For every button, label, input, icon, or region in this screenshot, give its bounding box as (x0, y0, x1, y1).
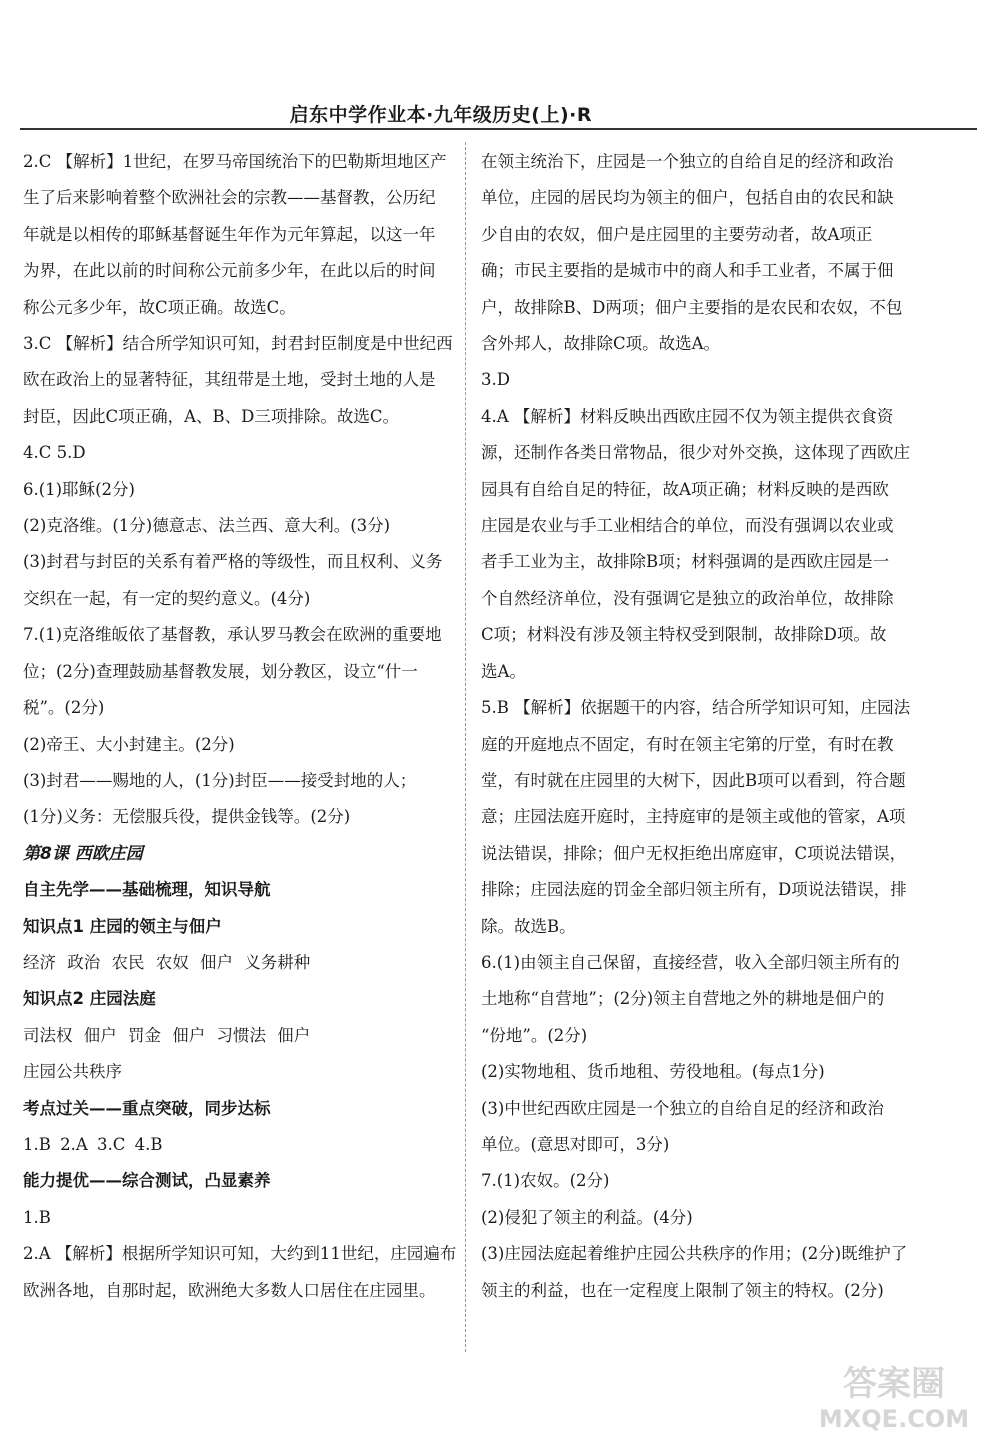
answer-line: 交织在一起，有一定的契约意义。(4分) (23, 588, 311, 608)
answer-line: 年就是以相传的耶稣基督诞生年作为元年算起，以这一年 (23, 224, 436, 244)
answer-line: 6.(1)由领主自己保留，直接经营，收入全部归领主所有的 (481, 952, 900, 972)
left-column (23, 144, 463, 1309)
answer-line: 欧洲各地，自那时起，欧洲绝大多数人口居住在庄园里。 (23, 1280, 436, 1300)
knowledge-point-title: 知识点1 庄园的领主与佃户 (23, 916, 222, 936)
answer-line: 户，故排除B、D两项；佃户主要指的是农民和农奴，不包 (481, 297, 903, 317)
answer-line: (2)帝王、大小封建主。(2分) (23, 734, 235, 754)
answer-line: 生了后来影响着整个欧洲社会的宗教——基督教，公历纪 (23, 188, 436, 208)
answer-4 (481, 399, 919, 690)
answer-line: 园具有自给自足的特征，故A项正确；材料反映的是西欧 (481, 479, 889, 499)
answer-line: (1分)义务：无偿服兵役，提供金钱等。(2分) (23, 807, 351, 827)
answer-line: 庭的开庭地点不固定，有时在领主宅第的厅堂，有时在教 (481, 734, 894, 754)
answer-line: 6.(1)耶稣(2分) (23, 479, 135, 499)
answer-line: 4.A 【解析】材料反映出西欧庄园不仅为领主提供衣食资 (481, 406, 894, 426)
knowledge-point-terms: 经济 政治 农民 农奴 佃户 义务耕种 (23, 952, 311, 972)
answer-line: 单位。(意思对即可，3分) (481, 1134, 670, 1154)
answer-line: 除。故选B。 (481, 916, 576, 936)
answer-line: (3)封君——赐地的人，(1分)封臣——接受封地的人； (23, 770, 417, 790)
answer-line: (2)实物地租、货币地租、劳役地租。(每点1分) (481, 1062, 825, 1082)
answer-line: 称公元多少年，故C项正确。故选C。 (23, 297, 296, 317)
answer-line: (3)封君与封臣的关系有着严格的等级性，而且权利、义务 (23, 552, 443, 572)
knowledge-point-terms: 司法权 佃户 罚金 佃户 习惯法 佃户 (23, 1025, 311, 1045)
knowledge-point-title: 知识点2 庄园法庭 (23, 989, 156, 1009)
answer-line: 2.C 【解析】1世纪，在罗马帝国统治下的巴勒斯坦地区产 (23, 152, 447, 171)
answer-line: 税”。(2分) (23, 698, 105, 718)
answer-7 (23, 617, 463, 835)
answer-2-continued (481, 144, 919, 362)
answer-line: 含外邦人，故排除C项。故选A。 (481, 334, 721, 354)
watermark-line2: MXQE.COM (818, 1405, 970, 1433)
answer-line: 单位，庄园的居民均为领主的佃户，包括自由的农民和缺 (481, 188, 894, 208)
answer-5 (481, 690, 919, 945)
answer-line: 说法错误，排除；佃户无权拒绝出席庭审，C项说法错误， (481, 843, 907, 863)
answer-line: 源，还制作各类日常物品，很少对外交换，这体现了西欧庄 (481, 443, 910, 463)
answer-line: (3)庄园法庭起着维护庄园公共秩序的作用；(2分)既维护了 (481, 1244, 908, 1264)
answer-line: 少自由的农奴，佃户是庄园里的主要劳动者，故A项正 (481, 224, 873, 244)
answer-2-analysis (23, 1236, 463, 1309)
knowledge-point-terms: 庄园公共秩序 (23, 1062, 122, 1082)
answer-line: 在领主统治下，庄园是一个独立的自给自足的经济和政治 (481, 152, 894, 171)
lesson-title: 第8课 西欧庄园 (23, 843, 143, 864)
right-column (481, 144, 919, 1309)
answer-4-5: 4.C 5.D (23, 443, 86, 463)
answer-6 (481, 945, 919, 1163)
page-header-title: 启东中学作业本·九年级历史(上)·R (289, 104, 592, 126)
answer-3: 3.D (481, 370, 510, 390)
answer-3 (23, 326, 463, 435)
watermark-line1: 答案圈 (843, 1364, 945, 1404)
answer-line: 土地称“自营地”；(2分)领主自营地之外的耕地是佃户的 (481, 989, 885, 1009)
answer-line: 者手工业为主，故排除B项；材料强调的是西欧庄园是一 (481, 552, 890, 572)
answer-line: 意；庄园法庭开庭时，主持庭审的是领主或他的管家，A项 (481, 807, 906, 827)
answer-line: 1.B 2.A 3.C 4.B (23, 1134, 163, 1154)
answer-line: 个自然经济单位，没有强调它是独立的政治单位，故排除 (481, 588, 894, 608)
section-heading: 自主先学——基础梳理，知识导航 (23, 880, 271, 900)
answer-7 (481, 1163, 919, 1309)
answer-line: 3.C 【解析】结合所学知识可知，封君封臣制度是中世纪西 (23, 334, 453, 354)
answer-line: (3)中世纪西欧庄园是一个独立的自给自足的经济和政治 (481, 1098, 884, 1118)
answer-line: (2)克洛维。(1分)德意志、法兰西、意大利。(3分) (23, 516, 391, 536)
header-rule (20, 128, 977, 130)
answer-2 (23, 144, 463, 326)
answer-line: 7.(1)农奴。(2分) (481, 1171, 610, 1191)
section-heading: 考点过关——重点突破，同步达标 (23, 1098, 271, 1118)
answer-6 (23, 472, 463, 618)
answer-line: 5.B 【解析】依据题干的内容，结合所学知识可知，庄园法 (481, 698, 911, 718)
answer-line: 封臣，因此C项正确，A、B、D三项排除。故选C。 (23, 406, 400, 426)
answer-line: “份地”。(2分) (481, 1025, 588, 1045)
watermark-logo (810, 1355, 978, 1433)
answer-line: 排除；庄园法庭的罚金全部归领主所有，D项说法错误，排 (481, 880, 907, 900)
answer-line: 位；(2分)查理鼓励基督教发展，划分教区，设立“什一 (23, 661, 418, 681)
answer-line: 欧在政治上的显著特征，其纽带是土地，受封土地的人是 (23, 370, 436, 390)
answer-line: 选A。 (481, 661, 526, 681)
answer-line: 领主的利益，也在一定程度上限制了领主的特权。(2分) (481, 1280, 884, 1300)
answer-line: 庄园是农业与手工业相结合的单位，而没有强调以农业或 (481, 516, 894, 536)
answer-line: (2)侵犯了领主的利益。(4分) (481, 1207, 693, 1227)
column-divider (465, 142, 466, 1352)
section-heading: 能力提优——综合测试，凸显素养 (23, 1171, 271, 1191)
answer-line: 7.(1)克洛维皈依了基督教，承认罗马教会在欧洲的重要地 (23, 625, 442, 645)
answer-line: 2.A 【解析】根据所学知识可知，大约到11世纪，庄园遍布 (23, 1244, 457, 1264)
answer-line: 确；市民主要指的是城市中的商人和手工业者，不属于佃 (481, 261, 894, 281)
answer-line: C项；材料没有涉及领主特权受到限制，故排除D项。故 (481, 625, 887, 645)
answer-line: 为界，在此以前的时间称公元前多少年，在此以后的时间 (23, 261, 436, 281)
answer-line: 1.B (23, 1207, 51, 1227)
answer-line: 堂，有时就在庄园里的大树下，因此B项可以看到，符合题 (481, 770, 906, 790)
